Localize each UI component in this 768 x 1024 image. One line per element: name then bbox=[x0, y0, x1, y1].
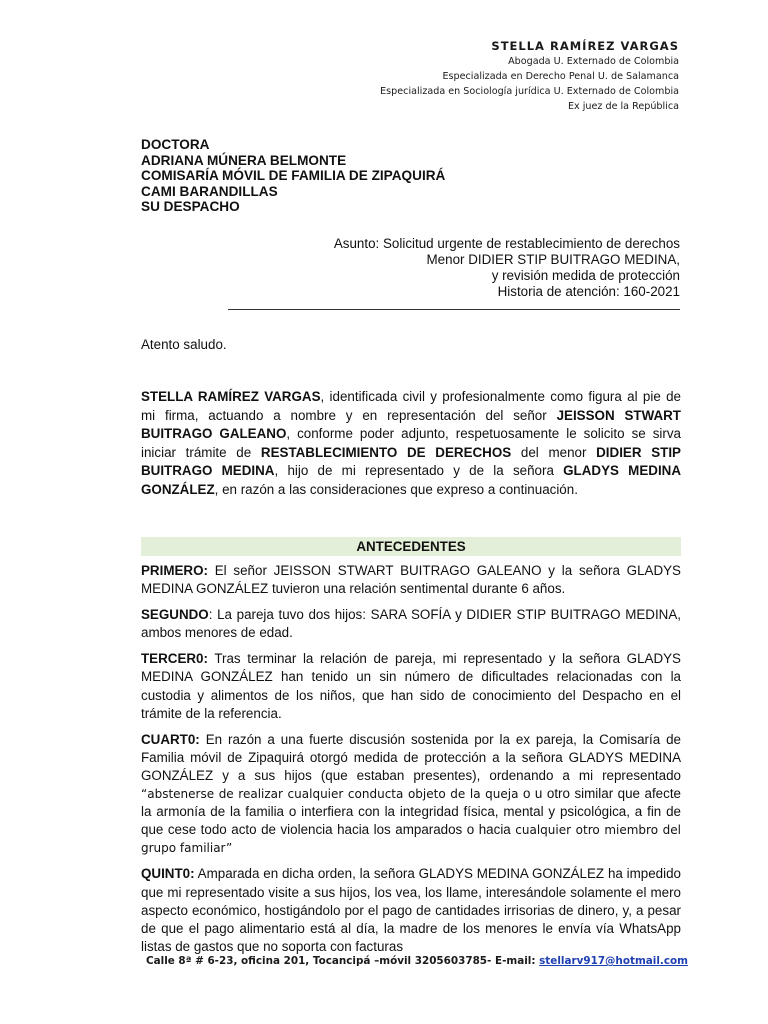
credential-line: Especializada en Sociología jurídica U. Externado de Colombia bbox=[380, 86, 679, 97]
item-quote: “abstenerse de realizar cualquier conducta objeto de la queja bbox=[141, 787, 519, 802]
greeting: Atento saludo. bbox=[141, 337, 227, 352]
addressee-line: CAMI BARANDILLAS bbox=[141, 183, 278, 199]
addressee-line: COMISARÍA MÓVIL DE FAMILIA DE ZIPAQUIRÁ bbox=[141, 168, 446, 183]
letterhead bbox=[380, 38, 679, 114]
list-item bbox=[141, 650, 681, 722]
list-item bbox=[141, 562, 681, 598]
intro-text: , identificada civil y profesionalmente como figura al pie de mi firma, actuando a nombre y en representación del señor bbox=[141, 389, 681, 423]
item-text: o u otro similar que afecte la armonía de la familia o interfiera con la integridad física, mental y psicológica, a fin de que cese todo acto de violencia hacia los amparados o hacia bbox=[141, 786, 681, 838]
addressee-line: SU DESPACHO bbox=[141, 199, 240, 214]
list-item bbox=[141, 731, 681, 858]
antecedents-list bbox=[141, 562, 681, 964]
section-title: ANTECEDENTES bbox=[141, 537, 681, 556]
footer-address: Calle 8ª # 6-23, oficina 201, Tocancipá –móvil 3205603785- E-mail: bbox=[146, 955, 540, 967]
credential-line: Especializada en Derecho Penal U. de Salamanca bbox=[442, 71, 679, 82]
item-text: En razón a una fuerte discusión sostenida por la ex pareja, la Comisaría de Familia móvil de Zipaquirá otorgó medida de protección a la señora GLADYS MEDINA GONZÁLEZ y a sus hijos (que estaban presentes), ordenando a mi representado bbox=[141, 731, 681, 783]
item-label: PRIMERO: bbox=[141, 563, 208, 578]
subject-divider bbox=[228, 309, 680, 310]
item-label: CUART0: bbox=[141, 731, 200, 747]
subject-line: Menor DIDIER STIP BUITRAGO MEDINA, bbox=[426, 252, 680, 267]
item-text: El señor JEISSON STWART BUITRAGO GALEANO y la señora GLADYS MEDINA GONZÁLEZ tuvieron una relación sentimental durante 6 años. bbox=[141, 563, 681, 597]
item-label: SEGUNDO bbox=[141, 607, 209, 623]
subject-line: Historia de atención: 160-2021 bbox=[497, 284, 680, 299]
intro-bold: DIDIER STIP BUITRAGO MEDINA bbox=[141, 444, 681, 479]
item-label: TERCER0: bbox=[141, 651, 208, 667]
credential-line: Ex juez de la República bbox=[567, 101, 679, 112]
addressee-block bbox=[141, 137, 681, 215]
addressee-line: ADRIANA MÚNERA BELMONTE bbox=[141, 152, 347, 168]
intro-bold: RESTABLECIMIENTO DE DERECHOS bbox=[260, 444, 512, 460]
intro-bold: JEISSON STWART BUITRAGO GALEANO bbox=[141, 407, 681, 442]
addressee-line: DOCTORA bbox=[141, 137, 210, 152]
credential-line: Abogada U. Externado de Colombia bbox=[508, 56, 679, 67]
item-text: : La pareja tuvo dos hijos: SARA SOFÍA y DIDIER STIP BUITRAGO MEDINA, ambos menores de edad. bbox=[141, 607, 681, 641]
item-text: Amparada en dicha orden, la señora GLADYS MEDINA GONZÁLEZ ha impedido que mi representado visite a sus hijos, los vea, los llame, interesándole solamente el mero aspecto económico, hostigándolo por el pago de cantidades irrisorias de dinero, y, a pesar de que el pago alimentario está al día, la madre de los menores le envía vía WhatsApp listas de gastos que no soporta con facturas bbox=[141, 866, 681, 954]
intro-bold: GLADYS MEDINA GONZÁLEZ bbox=[141, 463, 681, 497]
list-item bbox=[141, 865, 681, 955]
email-link[interactable]: stellarv917@hotmail.com bbox=[539, 955, 688, 967]
subject-line: y revisión medida de protección bbox=[491, 268, 680, 283]
intro-bold: STELLA RAMÍREZ VARGAS bbox=[141, 389, 321, 404]
intro-paragraph bbox=[141, 388, 681, 500]
intro-text: , hijo de mi representado y de la señora bbox=[274, 463, 564, 479]
list-item bbox=[141, 606, 681, 642]
author-name: STELLA RAMÍREZ VARGAS bbox=[491, 39, 679, 53]
intro-text: del menor bbox=[511, 444, 597, 460]
item-label: QUINT0: bbox=[141, 866, 195, 882]
item-quote: cualquier otro miembro del grupo familiar” bbox=[141, 823, 681, 856]
footer bbox=[146, 955, 706, 967]
intro-text: , conforme poder adjunto, respetuosamente le solicito se sirva iniciar trámite de bbox=[141, 426, 681, 460]
item-text: Tras terminar la relación de pareja, mi representado y la señora GLADYS MEDINA GONZÁLEZ han tenido un sin número de dificultades relacionadas con la custodia y alimentos de los niños, que han sido de conocimiento del Despacho en el trámite de la referencia. bbox=[141, 651, 681, 721]
intro-text: , en razón a las consideraciones que expreso a continuación. bbox=[214, 481, 578, 497]
subject-line: Asunto: Solicitud urgente de restablecimiento de derechos bbox=[333, 236, 680, 251]
subject-block bbox=[334, 236, 680, 300]
